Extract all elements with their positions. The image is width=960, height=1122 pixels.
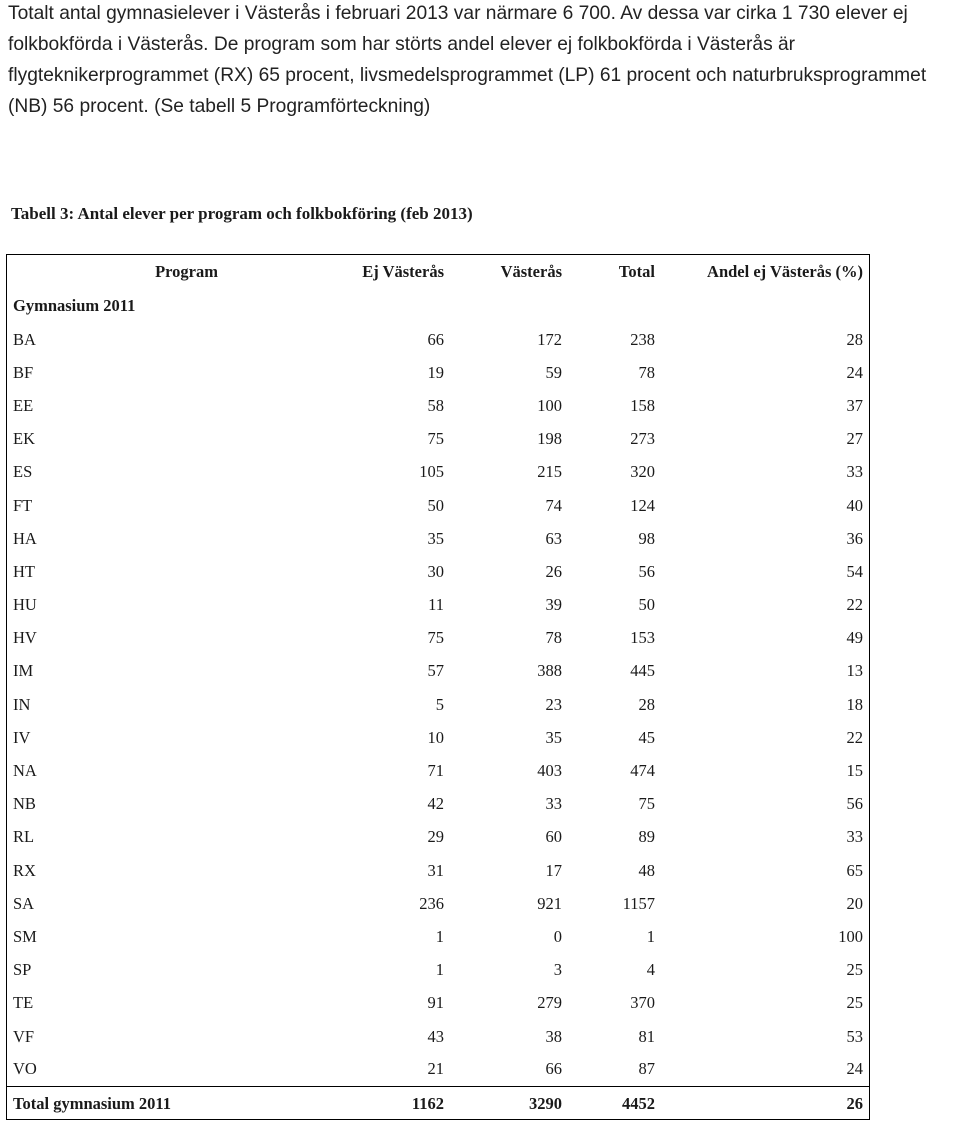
total-value: 75 xyxy=(638,794,655,814)
ej-vasteras-value: 35 xyxy=(427,528,444,548)
andel-value: 15 xyxy=(846,761,863,781)
table-row xyxy=(7,622,869,655)
ej-vasteras-value: 31 xyxy=(427,860,444,880)
vasteras-value: 26 xyxy=(545,561,562,581)
program-code: IV xyxy=(13,727,31,747)
vasteras-value: 63 xyxy=(545,528,562,548)
andel-value: 56 xyxy=(846,794,863,814)
total-total: 4452 xyxy=(562,1086,655,1120)
vasteras-value: 59 xyxy=(545,362,562,382)
andel-value: 24 xyxy=(846,1059,863,1079)
ej-vasteras-value: 21 xyxy=(427,1059,444,1079)
program-code: IM xyxy=(13,661,34,681)
total-value: 320 xyxy=(630,462,655,482)
ej-vasteras-value: 1 xyxy=(435,926,444,946)
table-row xyxy=(7,788,869,821)
program-code: IN xyxy=(13,694,31,714)
vasteras-value: 74 xyxy=(545,495,562,515)
ej-vasteras-value: 1 xyxy=(435,960,444,980)
vasteras-value: 100 xyxy=(537,395,562,415)
program-table-grid xyxy=(7,255,869,1120)
vasteras-value: 35 xyxy=(545,727,562,747)
total-row xyxy=(7,1086,869,1120)
total-value: 273 xyxy=(630,429,655,449)
program-code: SP xyxy=(13,960,32,980)
total-value: 1 xyxy=(646,926,655,946)
table-row xyxy=(7,655,869,688)
vasteras-value: 38 xyxy=(545,1026,562,1046)
total-value: 98 xyxy=(638,528,655,548)
andel-value: 49 xyxy=(846,628,863,648)
ej-vasteras-value: 91 xyxy=(427,993,444,1013)
program-code: HU xyxy=(13,595,37,615)
ej-vasteras-value: 10 xyxy=(427,727,444,747)
andel-value: 22 xyxy=(846,727,863,747)
andel-value: 100 xyxy=(838,926,863,946)
total-value: 50 xyxy=(638,595,655,615)
ej-vasteras-value: 42 xyxy=(427,794,444,814)
total-andel: 26 xyxy=(655,1086,869,1120)
ej-vasteras-value: 57 xyxy=(427,661,444,681)
total-value: 78 xyxy=(638,362,655,382)
program-code: NA xyxy=(13,761,37,781)
vasteras-value: 198 xyxy=(537,429,562,449)
andel-value: 33 xyxy=(846,827,863,847)
vasteras-value: 78 xyxy=(545,628,562,648)
intro-paragraph: Totalt antal gymnasielever i Västerås i februari 2013 var närmare 6 700. Av dessa var cirka 1 730 elever ej folkbokförda i Västerås. De program som har störts andel elever ej folkbokförda i Västerås är flygteknikerprogrammet (RX) 65 procent, livsmedelsprogrammet (LP) 61 procent och naturbruksprogrammet (NB) 56 procent. (Se tabell 5 Programförteckning) xyxy=(8,3,927,117)
table-row xyxy=(7,1020,869,1053)
vasteras-value: 3 xyxy=(553,960,562,980)
program-code: BF xyxy=(13,362,34,382)
program-code: NB xyxy=(13,794,36,814)
vasteras-value: 60 xyxy=(545,827,562,847)
table-row xyxy=(7,323,869,356)
vasteras-value: 17 xyxy=(545,860,562,880)
program-code: VO xyxy=(13,1059,37,1079)
ej-vasteras-value: 236 xyxy=(419,893,444,913)
total-value: 445 xyxy=(630,661,655,681)
andel-value: 28 xyxy=(846,329,863,349)
total-value: 48 xyxy=(638,860,655,880)
table-row xyxy=(7,688,869,721)
program-code: TE xyxy=(13,993,34,1013)
vasteras-value: 23 xyxy=(545,694,562,714)
ej-vasteras-value: 30 xyxy=(427,561,444,581)
table-row xyxy=(7,987,869,1020)
table-row xyxy=(7,920,869,953)
table-row xyxy=(7,456,869,489)
total-ej-vasteras: 1162 xyxy=(218,1086,444,1120)
vasteras-value: 279 xyxy=(537,993,562,1013)
program-code: HV xyxy=(13,628,37,648)
table-row xyxy=(7,423,869,456)
andel-value: 22 xyxy=(846,595,863,615)
ej-vasteras-value: 50 xyxy=(427,495,444,515)
program-table xyxy=(6,254,870,1120)
total-value: 56 xyxy=(638,561,655,581)
andel-value: 25 xyxy=(846,960,863,980)
vasteras-value: 215 xyxy=(537,462,562,482)
table-caption: Tabell 3: Antal elever per program och folkbokföring (feb 2013) xyxy=(11,204,473,223)
table-row xyxy=(7,854,869,887)
table-row xyxy=(7,589,869,622)
ej-vasteras-value: 75 xyxy=(427,429,444,449)
andel-value: 40 xyxy=(846,495,863,515)
header-andel: Andel ej Västerås (%) xyxy=(707,262,863,281)
total-label: Total gymnasium 2011 xyxy=(7,1086,218,1120)
vasteras-value: 403 xyxy=(537,761,562,781)
andel-value: 54 xyxy=(846,561,863,581)
total-value: 474 xyxy=(630,761,655,781)
total-value: 4 xyxy=(646,960,655,980)
program-code: ES xyxy=(13,462,33,482)
total-value: 89 xyxy=(638,827,655,847)
ej-vasteras-value: 5 xyxy=(435,694,444,714)
vasteras-value: 172 xyxy=(537,329,562,349)
group-label: Gymnasium 2011 xyxy=(13,295,136,315)
table-row xyxy=(7,754,869,787)
table-row xyxy=(7,522,869,555)
andel-value: 53 xyxy=(846,1026,863,1046)
andel-value: 36 xyxy=(846,528,863,548)
total-value: 28 xyxy=(638,694,655,714)
table-row xyxy=(7,389,869,422)
ej-vasteras-value: 105 xyxy=(419,462,444,482)
total-value: 81 xyxy=(638,1026,655,1046)
table-row xyxy=(7,1053,869,1086)
header-spacer xyxy=(7,255,107,288)
andel-value: 33 xyxy=(846,462,863,482)
total-value: 87 xyxy=(638,1059,655,1079)
vasteras-value: 0 xyxy=(553,926,562,946)
table-header-row xyxy=(7,255,869,288)
header-total: Total xyxy=(618,262,655,281)
program-code: EE xyxy=(13,395,34,415)
program-code: EK xyxy=(13,429,35,449)
andel-value: 18 xyxy=(846,694,863,714)
table-row xyxy=(7,721,869,754)
total-value: 158 xyxy=(630,395,655,415)
total-value: 124 xyxy=(630,495,655,515)
ej-vasteras-value: 29 xyxy=(427,827,444,847)
group-row xyxy=(7,288,869,323)
program-code: HT xyxy=(13,561,35,581)
table-row xyxy=(7,555,869,588)
program-code: SA xyxy=(13,893,35,913)
table-row xyxy=(7,489,869,522)
program-code: VF xyxy=(13,1026,35,1046)
table-row xyxy=(7,887,869,920)
program-code: HA xyxy=(13,528,37,548)
header-ej-vasteras: Ej Västerås xyxy=(362,262,444,281)
ej-vasteras-value: 19 xyxy=(427,362,444,382)
vasteras-value: 388 xyxy=(537,661,562,681)
header-program: Program xyxy=(155,262,218,281)
table-row xyxy=(7,356,869,389)
program-code: RL xyxy=(13,827,35,847)
total-value: 238 xyxy=(630,329,655,349)
andel-value: 65 xyxy=(846,860,863,880)
total-vasteras: 3290 xyxy=(444,1086,562,1120)
vasteras-value: 921 xyxy=(537,893,562,913)
vasteras-value: 66 xyxy=(545,1059,562,1079)
ej-vasteras-value: 71 xyxy=(427,761,444,781)
andel-value: 37 xyxy=(846,395,863,415)
ej-vasteras-value: 11 xyxy=(428,595,444,615)
program-code: FT xyxy=(13,495,33,515)
ej-vasteras-value: 43 xyxy=(427,1026,444,1046)
ej-vasteras-value: 66 xyxy=(427,329,444,349)
program-code: SM xyxy=(13,926,37,946)
header-vasteras: Västerås xyxy=(500,262,562,281)
total-value: 1157 xyxy=(622,893,655,913)
andel-value: 13 xyxy=(846,661,863,681)
andel-value: 25 xyxy=(846,993,863,1013)
vasteras-value: 39 xyxy=(545,595,562,615)
program-code: BA xyxy=(13,329,36,349)
ej-vasteras-value: 75 xyxy=(427,628,444,648)
ej-vasteras-value: 58 xyxy=(427,395,444,415)
total-value: 153 xyxy=(630,628,655,648)
vasteras-value: 33 xyxy=(545,794,562,814)
table-row xyxy=(7,954,869,987)
andel-value: 20 xyxy=(846,893,863,913)
total-value: 370 xyxy=(630,993,655,1013)
andel-value: 24 xyxy=(846,362,863,382)
total-value: 45 xyxy=(638,727,655,747)
program-code: RX xyxy=(13,860,36,880)
table-row xyxy=(7,821,869,854)
andel-value: 27 xyxy=(846,429,863,449)
